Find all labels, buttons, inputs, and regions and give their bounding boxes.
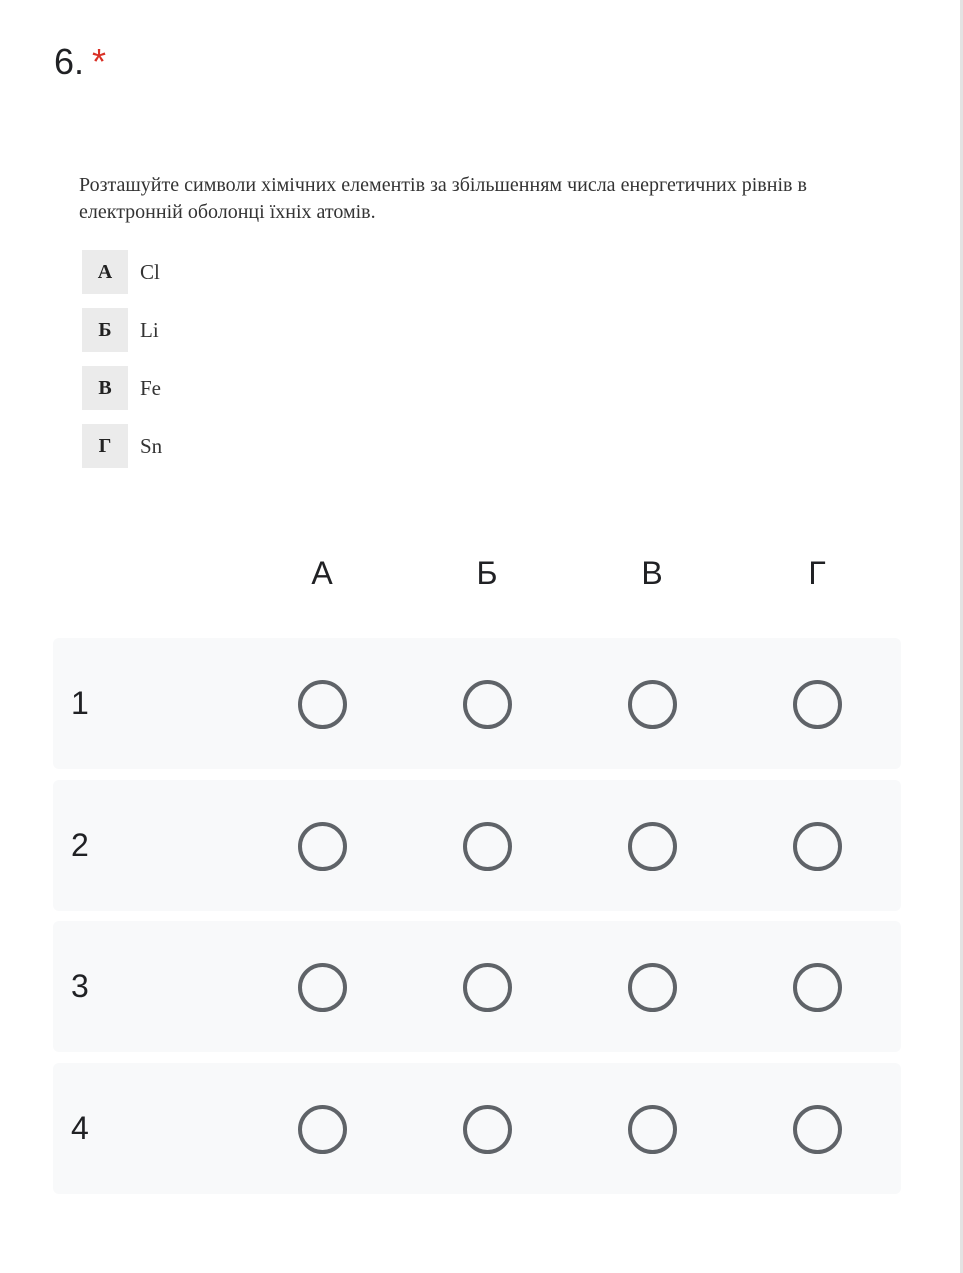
grid-column-header-b: Б [476,555,498,591]
grid-column-header-h: Г [808,555,826,591]
option-b [82,308,482,352]
radio-row4-b[interactable] [463,1105,512,1154]
grid-row-label: 4 [71,1110,89,1146]
required-asterisk: * [92,41,107,82]
radio-row2-a[interactable] [298,822,347,871]
grid-row-3 [53,921,901,1052]
option-symbol: Cl [140,260,160,284]
radio-row3-h[interactable] [793,963,842,1012]
option-a [82,250,482,294]
radio-row1-b[interactable] [463,680,512,729]
radio-row3-b[interactable] [463,963,512,1012]
radio-row4-h[interactable] [793,1105,842,1154]
option-letter: В [82,366,128,410]
option-symbol: Li [140,318,159,342]
question-image [70,160,870,480]
grid-column-header-a: А [311,555,333,591]
radio-row2-b[interactable] [463,822,512,871]
radio-row4-a[interactable] [298,1105,347,1154]
option-letter: Г [82,424,128,468]
option-symbol: Fe [140,376,161,400]
radio-row1-v[interactable] [628,680,677,729]
option-symbol: Sn [140,434,163,458]
option-letter: Б [82,308,128,352]
grid-row-label: 1 [71,685,89,721]
grid-row-2 [53,780,901,911]
grid-row-1 [53,638,901,769]
radio-row3-a[interactable] [298,963,347,1012]
radio-row1-h[interactable] [793,680,842,729]
question-title [54,40,106,84]
question-text: Розташуйте символи хімічних елементів за збільшенням числа енергетичних рівнів в електронній оболонці їхніх атомів. [79,174,807,223]
grid-row-label: 3 [71,968,89,1004]
option-h [82,424,482,468]
grid-row-4 [53,1063,901,1194]
option-letter: А [82,250,128,294]
grid-row-label: 2 [71,827,89,863]
radio-row2-v[interactable] [628,822,677,871]
grid-column-header-v: В [641,555,663,591]
radio-row2-h[interactable] [793,822,842,871]
radio-row4-v[interactable] [628,1105,677,1154]
radio-row1-a[interactable] [298,680,347,729]
question-number: 6. [54,41,85,82]
option-v [82,366,482,410]
radio-row3-v[interactable] [628,963,677,1012]
